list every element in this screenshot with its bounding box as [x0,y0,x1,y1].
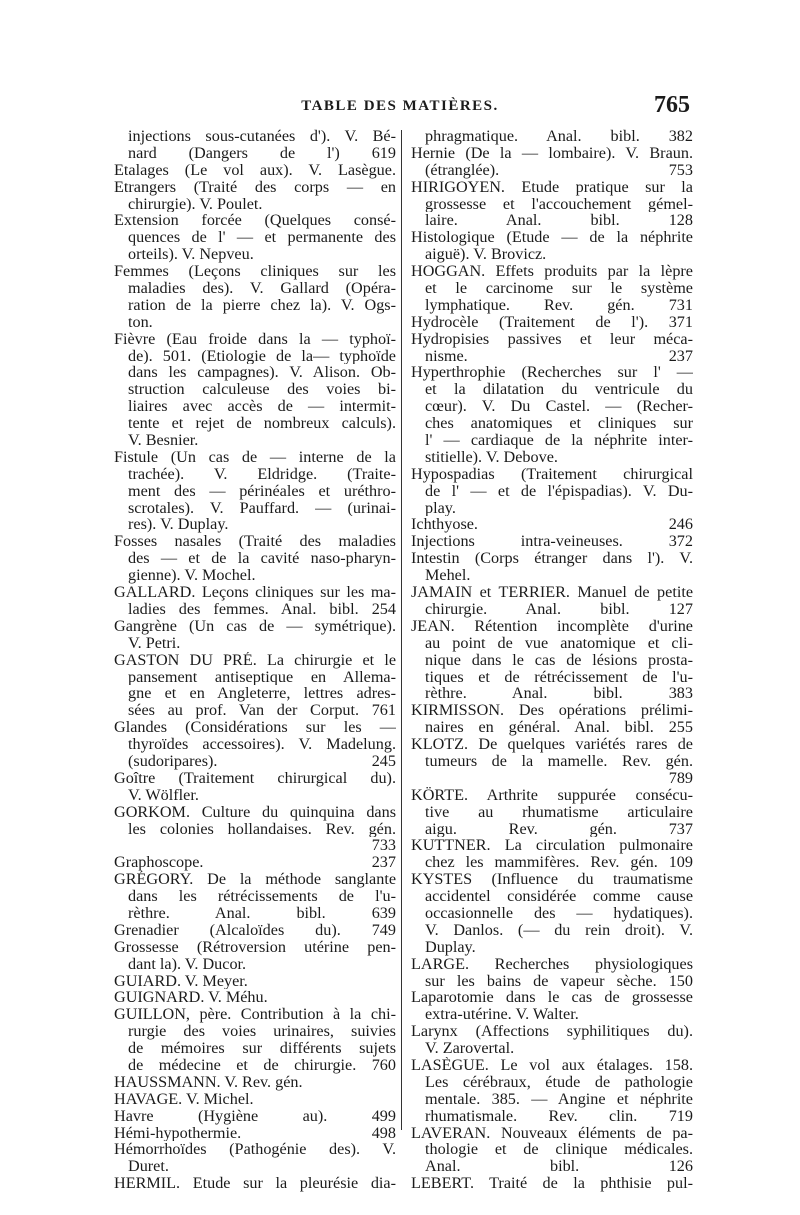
index-line: de l' — et de l'épispadias). V. Du- [425,482,693,500]
index-line: ches anatomiques et cliniques sur [425,415,693,433]
index-line: GALLARD. Leçons cliniques sur les ma- [114,584,396,601]
index-line: Grossesse (Rétroversion utérine pen- [114,938,396,956]
index-line: GUIARD. V. Meyer. [114,972,248,990]
index-line: GRÉGORY. De la méthode sanglante [114,871,396,889]
index-line: HIRIGOYEN. Etude pratique sur la [411,178,693,196]
index-line: lymphatique. Rev. gén. 731 [425,296,693,314]
index-line: Femmes (Leçons cliniques sur les [114,263,396,281]
index-line: Grenadier (Alcaloïdes du). 749 [114,921,396,939]
index-line: Hémi-hypothermie. 498 [114,1124,396,1142]
index-line: Duret. [128,1158,169,1176]
index-line: sées au prof. Van der Corput. 761 [128,702,396,720]
index-line: grossesse et l'accouchement gémel- [425,195,693,213]
index-line: nisme. 237 [425,347,693,365]
index-line: rhumatismale. Rev. clin. 719 [425,1107,693,1125]
index-line: chirurgie. Anal. bibl. 127 [425,600,693,618]
index-line: KIRMISSON. Des opérations prélimi- [411,702,693,720]
right-column [411,128,693,1192]
index-line: rèthre. Anal. bibl. 383 [425,685,693,703]
index-line: Injections intra-veineuses. 372 [411,533,693,551]
index-line: 733 [371,837,396,855]
index-line: gienne). V. Mochel. [128,567,256,585]
index-line: Etalages (Le vol aux). V. Lasègue. [114,161,396,179]
index-line: V. Zarovertal. [425,1040,515,1057]
index-line: Histologique (Etude — de la néphrite [411,229,693,247]
index-line: JEAN. Rétention incomplète d'urine [411,617,693,635]
index-line: V. Wölfler. [128,786,199,804]
index-line: extra-utérine. V. Walter. [425,1006,579,1024]
index-line: play. [425,499,456,517]
index-line: KUTTNER. La circulation pulmonaire [411,837,693,855]
index-line: maladies des). V. Gallard (Opéra- [128,280,396,297]
index-line: res). V. Duplay. [128,516,229,534]
index-line: tumeurs de la mamelle. Rev. gén. [425,752,693,770]
index-line: HOGGAN. Effets produits par la lèpre [411,263,693,281]
index-line: Intestin (Corps étranger dans l'). V. [411,550,693,568]
index-line: Larynx (Affections syphilitiques du). [411,1023,693,1041]
index-line: Duplay. [425,938,476,956]
index-line: les colonies hollandaises. Rev. gén. [128,820,396,838]
index-line: tiques et de rétrécissement de l'u- [425,668,693,686]
index-line: quences de l' — et permanente des [128,229,396,247]
index-line: Fosses nasales (Traité des maladies [114,533,396,551]
index-line: GASTON DU PRÉ. La chirurgie et le [114,651,396,669]
index-line: Graphoscope. 237 [114,854,396,872]
page-number: 765 [654,92,690,118]
index-line: trachée). V. Eldridge. (Traite- [128,465,396,483]
index-line: GORKOM. Culture du quinquina dans [114,803,396,821]
index-line: Fistule (Un cas de — interne de la [114,448,396,466]
index-line: ration de la pierre chez la). V. Ogs- [128,296,396,314]
index-line: LARGE. Recherches physiologiques [411,955,693,973]
index-line: ladies des femmes. Anal. bibl. 254 [128,600,396,618]
index-line: Hémorrhoïdes (Pathogénie des). V. [114,1141,396,1159]
index-line: aigu. Rev. gén. 737 [425,820,693,838]
index-line: Glandes (Considérations sur les — [114,719,396,737]
index-line: Goître (Traitement chirurgical du). [114,769,396,787]
index-line: KLOTZ. De quelques variétés rares de [411,736,693,753]
index-line: Mehel. [425,567,471,585]
index-line: thyroïdes accessoires). V. Madelung. [128,736,396,753]
index-line: et la dilatation du ventricule du [425,381,693,399]
index-line: rurgie des voies urinaires, suivies [128,1023,396,1041]
index-line: dans les campagnes). V. Alison. Ob- [128,364,396,382]
index-line: V. Besnier. [128,432,199,449]
index-line: GUIGNARD. V. Méhu. [114,989,268,1007]
index-line: Hydropisies passives et leur méca- [411,330,693,348]
index-line: HAVAGE. V. Michel. [114,1090,254,1108]
index-line: cœur). V. Du Castel. — (Recher- [425,398,693,416]
index-line: Extension forcée (Quelques consé- [114,212,396,230]
index-line: Ichthyose. 246 [411,516,693,534]
index-line: V. Danlos. (— du rein droit). V. [425,921,693,939]
index-line: chez les mammifères. Rev. gén. 109 [425,854,693,872]
index-line: dans les rétrécissements de l'u- [128,888,396,905]
index-line: KÖRTE. Arthrite suppurée consécu- [411,786,693,804]
running-header [110,92,690,126]
index-line: liaires avec accès de — intermit- [128,398,396,416]
index-line: au point de vue anatomique et cli- [425,634,693,652]
index-line: injections sous-cutanées d'). V. Bé- [128,128,396,145]
column-divider [401,130,402,1130]
index-line: de). 501. (Etiologie de la— typhoïde [128,347,396,365]
index-line: tente et rejet de nombreux calculs). [128,415,396,433]
index-line: ment des — périnéales et uréthro- [128,482,396,500]
index-line: nique dans le cas de lésions prosta- [425,651,693,669]
index-line: Hernie (De la — lombaire). V. Braun. [411,144,693,162]
index-line: HAUSSMANN. V. Rev. gén. [114,1073,303,1091]
index-line: et le carcinome sur le système [425,280,693,297]
index-line: laire. Anal. bibl. 128 [425,212,693,230]
index-line: des — et de la cavité naso-pharyn- [128,550,396,568]
index-line: gne et en Angleterre, lettres adres- [128,685,396,703]
index-line: de mémoires sur différents sujets [128,1040,396,1057]
index-line: ton. [128,313,153,331]
index-line: struction calculeuse des voies bi- [128,381,396,399]
index-line: phragmatique. Anal. bibl. 382 [425,128,693,145]
index-line: (étranglée). 753 [425,161,693,179]
index-line: thologie et de clinique médicales. [425,1141,693,1159]
index-line: V. Petri. [128,634,181,652]
index-line: LASÈGUE. Le vol aux étalages. 158. [411,1056,693,1074]
index-line: rèthre. Anal. bibl. 639 [128,904,396,922]
index-line: naires en général. Anal. bibl. 255 [425,719,693,737]
index-line: tive au rhumatisme articulaire [425,803,693,821]
left-column [114,128,396,1192]
index-line: accidentel considérée comme cause [425,888,693,905]
index-line: (sudoripares). 245 [128,752,396,770]
index-line: Anal. bibl. 126 [425,1158,693,1176]
index-line: stitielle). V. Debove. [425,448,558,466]
index-line: LAVERAN. Nouveaux éléments de pa- [411,1124,693,1142]
index-line: JAMAIN et TERRIER. Manuel de petite [411,584,693,601]
index-line: HERMIL. Etude sur la pleurésie dia- [114,1175,396,1193]
index-line: occasionnelle des — hydatiques). [425,904,693,922]
index-line: Fièvre (Eau froide dans la — typhoï- [114,330,396,348]
index-line: Hyperthrophie (Recherches sur l' — [411,364,693,382]
index-line: Les cérébraux, étude de pathologie [425,1073,693,1091]
index-line: scrotales). V. Pauffard. — (urinai- [128,499,396,517]
index-line: chirurgie). V. Poulet. [128,195,263,213]
index-line: 789 [668,769,693,787]
index-line: orteils). V. Nepveu. [128,246,254,264]
index-line: Etrangers (Traité des corps — en [114,178,396,196]
index-line: Hydrocèle (Traitement de l'). 371 [411,313,693,331]
index-line: Laparotomie dans le cas de grossesse [411,989,693,1007]
index-line: sur les bains de vapeur sèche. 150 [425,972,693,990]
index-line: Hypospadias (Traitement chirurgical [411,465,693,483]
index-line: dant la). V. Ducor. [128,955,247,973]
index-line: de médecine et de chirurgie. 760 [128,1056,396,1074]
index-line: aiguë). V. Brovicz. [425,246,547,264]
index-line: l' — cardiaque de la néphrite inter- [425,432,693,449]
index-line: KYSTES (Influence du traumatisme [411,871,693,889]
index-line: LEBERT. Traité de la phthisie pul- [411,1175,693,1193]
index-line: nard (Dangers de l') 619 [128,144,396,162]
index-line: mentale. 385. — Angine et néphrite [425,1090,693,1108]
index-line: GUILLON, père. Contribution à la chi- [114,1006,396,1024]
index-line: Gangrène (Un cas de — symétrique). [114,617,396,635]
index-line: Havre (Hygiène au). 499 [114,1107,396,1125]
header-title: TABLE DES MATIÈRES. [301,98,499,114]
index-line: pansement antiseptique en Allema- [128,668,396,686]
